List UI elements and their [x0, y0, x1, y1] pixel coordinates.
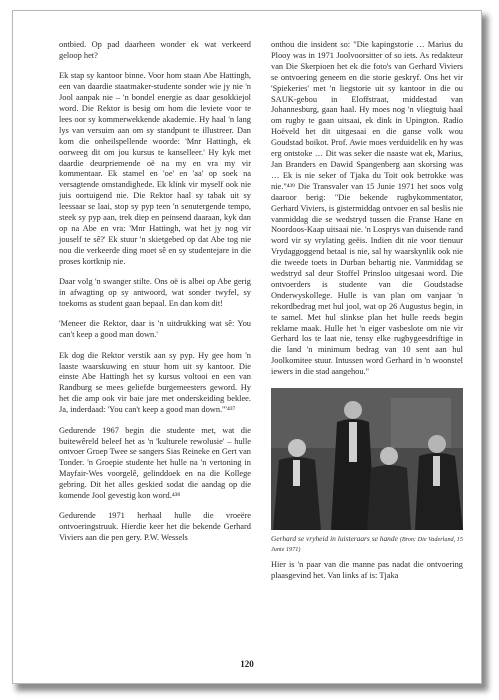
left-paragraph-6: Gedurende 1967 begin die studente met, wat die buitewêreld beleef het as 'n 'kulturele rewolusie' – hulle ontvoer Groep Twee se sangers Sias Reineke en Gert van Tonder. 'n Groepie studente het hulle na 'n vertoning in Mayfair-Wes voorgelê, gelinddoek en na die Kollege gebring. Dit het alles geskied sodat die aandag op die komende Jool gevestig kon word.⁴³⁸ — [59, 425, 251, 501]
left-paragraph-3: Daar volg 'n swanger stilte. Ons oë is albei op Abe gerig in afwagting op sy antwoord, wat sonder twyfel, sy toekoms as student gaan bepaal. En dan kom dit! — [59, 277, 251, 308]
left-paragraph-1: ontbied. Op pad daarheen wonder ek wat verkeerd geloop het? — [59, 40, 251, 60]
book-page — [12, 10, 482, 684]
right-paragraph-2: Hier is 'n paar van die manne pas nadat die ontvoering plaasgevind het. Van links af is: Tjaka — [271, 560, 463, 581]
group-photo-illustration — [271, 388, 463, 530]
photo-caption — [271, 534, 463, 555]
left-paragraph-5: Ek dog die Rektor verstik aan sy pyp. Hy gee hom 'n laaste waarskuwing en stuur hom uit sy kantoor. Die einste Abe Hattingh het sy kursus voltooi en een van Randburg se mees geliefde burgemeesters geword. Hy het die amp ook vir baie jare met onderskeiding beklee. Ja, inderdaad: 'You can't keep a good man down.'"⁴³⁷ — [59, 350, 251, 415]
left-paragraph-7: Gedurende 1971 herhaal hulle die vroeëre ontvoeringstruuk. Hierdie keer het die bekende Gerhard Viviers aan die pen gery. P.W. Wessels — [59, 511, 251, 543]
black-white-photo — [271, 388, 463, 530]
left-paragraph-4: 'Meneer die Rektor, daar is 'n uitdrukking wat sê: You can't keep a good man down.' — [59, 319, 251, 340]
left-paragraph-2: Ek stap sy kantoor binne. Voor hom staan Abe Hattingh, een van daardie staatmaker-studente sonder wie jy nie 'n Jool aanpak nie – 'n bondel energie as daar gesokkiejol word. Die Rektor is besig om hom die leviete voor te lees oor sy kommerwekkende akademie. Hy haal 'n lang lys van versuim aan om sy standpunt te illustreer. Dan kom die onheilspellende woorde: 'Mnr Hattingh, ek oorweeg dit om jou kursus te kanselleer.' Hy kyk met daardie deurpriemende oë na my en vra my vir kommentaar. Ek stamel en 'oe' en 'aa' op soek na versagtende omstandighede. Ek klink vir myself ook nie juis oortuigend nie. Die Rektor haal sy tabak uit sy leessaar se laai, stop sy pyp teen 'n senutergende tempo, steek sy pyp aan, trek diep en peinsend daaraan, kyk dan op na Abe en vra: 'Mnr Hattingh, wat het jy nog vir jouself te sê?' Ek stuur 'n skietgebed op dat Abe tog nie nou die verkeerde ding moet sê en sy studentejare in die proses kortknip nie. — [59, 71, 251, 266]
right-column — [271, 40, 463, 582]
right-paragraph-1: onthou die insident so: "Die kapingstorie … Marius du Plooy was in 1971 Joolvoorsitter of so iets. As redakteur van Die Skerpioen het ek die foto's van Gerhard Viviers se ontvoering geneem en die storie geskryf. Ons het vir 'Spiekeries' met 'n liegstorie uit sy kantoor in die ou SAUK-gebou in Eloffstraat, middestad van Johannesburg, gaan haal. Hy moes nog 'n vliegtuig haal om rugby te gaan uitsaai, ek dink in Upington. Radio Hoëveld het dit uitgesaai en die ganse volk wou Goudstad boikot. Prof. Awie moes verduidelik en hy was erg ontstoke … Dit was seker die naaste wat ek, Marius, Jan Branders en Dawid Spangenberg aan skorsing was … Ek is nie seker of Tjaka du Toit ook betrokke was nie."⁴³⁹ Die Transvaler van 15 Junie 1971 het soos volg daaroor berig: "Die bekende rugbykommentator, Gerhard Viviers, is gistermiddag ontvoer en sal beslis nie vanmiddag die se wedstryd tussen die Franse Hane en Noordoos-Kaap uitsaai nie. 'n Losprys van duisende rand word vir sy vrylating geëis. Indien dit nie voor tienuur Vrydaggoggend betaal is nie, sal hy waarskynlik ook nie die tweede toets in Durban behartig nie. Vanmiddag se wedstryd sal deur Stoffel Prinsloo uitgesaai word. Die ontvoerders is studente van die Goudstadse Onderwyskollege. Hulle is van plan om vanjaar 'n rekordbedrag met hul jool, wat op 26 Augustus begin, in te samel. Met hul slinkse plan het hulle reeds begin reklame maak. Hulle het 'n eiger vasbeslote om nie vir Gerhard los te laat nie, tensy elke rugbygeesdriftige in die land 'n minimum bedrag van 10 sent aan hul Joolkomitee stuur. Intussen word Gerhard in 'n woonstel iewers in die stad aangehou." — [271, 40, 463, 377]
caption-source: (Bron: Die Vaderland, 15 Junie 1971) — [271, 535, 463, 553]
page-number: 120 — [240, 659, 254, 669]
caption-text: Gerhard se vryheid in luisteraars se hande — [271, 533, 398, 543]
left-column — [59, 40, 251, 544]
